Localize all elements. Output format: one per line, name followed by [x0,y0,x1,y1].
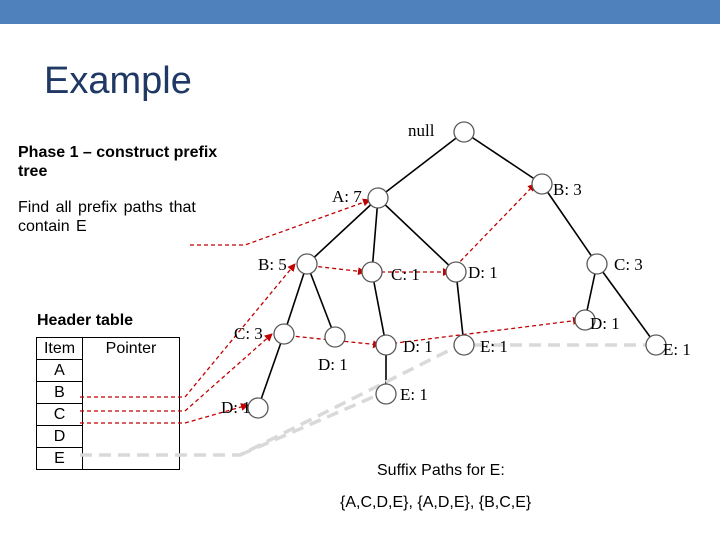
tree-edge [307,264,335,337]
tree-node [532,174,552,194]
node-label: D: 1 [590,314,620,333]
tree-edge [307,198,378,264]
tree-node [454,122,474,142]
tree-node [376,384,396,404]
suffix-title: Suffix Paths for E: [377,462,505,479]
tree-edge [258,334,284,408]
phase-text: Phase 1 – construct prefix tree [18,144,218,180]
node-label: A: 7 [332,187,362,206]
tree-edge [378,198,456,272]
tree-node [274,324,294,344]
tree-node [376,335,396,355]
column-item: Item [37,338,83,360]
node-label: E: 1 [480,337,508,356]
pointer-arrow [190,200,370,245]
tree-edge [284,264,307,334]
node-label: D: 1 [403,337,433,356]
node-label: D: 1 [221,398,251,417]
node-label: B: 3 [553,180,582,199]
column-pointer: Pointer [83,338,180,360]
header-table-title: Header table [37,312,134,329]
tree-node [297,254,317,274]
tree-node [362,262,382,282]
node-label: D: 1 [318,355,348,374]
tree-node [454,335,474,355]
node-label: B: 5 [258,255,287,274]
suffix-paths: {A,C,D,E}, {A,D,E}, {B,C,E} [340,494,532,511]
pointer-arrow [80,184,535,397]
slide-title: Example [44,60,192,102]
tree-edge [378,132,464,198]
node-label: C: 3 [614,255,643,274]
tree-node [325,327,345,347]
tree-node [248,398,268,418]
tree-node [446,262,466,282]
find-text: Find all prefix paths that contain E [18,199,196,235]
item-d: D [37,426,83,448]
node-label: null [408,121,435,140]
node-label: E: 1 [400,385,428,404]
node-label: C: 3 [234,324,263,343]
item-e: E [37,448,83,470]
tree-node [368,188,388,208]
tree-edge [372,272,386,345]
item-c: C [37,404,83,426]
node-label: C: 1 [391,265,420,284]
tree-node [587,254,607,274]
tree-edge [464,132,542,184]
node-label: E: 1 [663,340,691,359]
item-b: B [37,382,83,404]
item-a: A [37,360,83,382]
node-label: D: 1 [468,263,498,282]
tree-edge [372,198,378,272]
